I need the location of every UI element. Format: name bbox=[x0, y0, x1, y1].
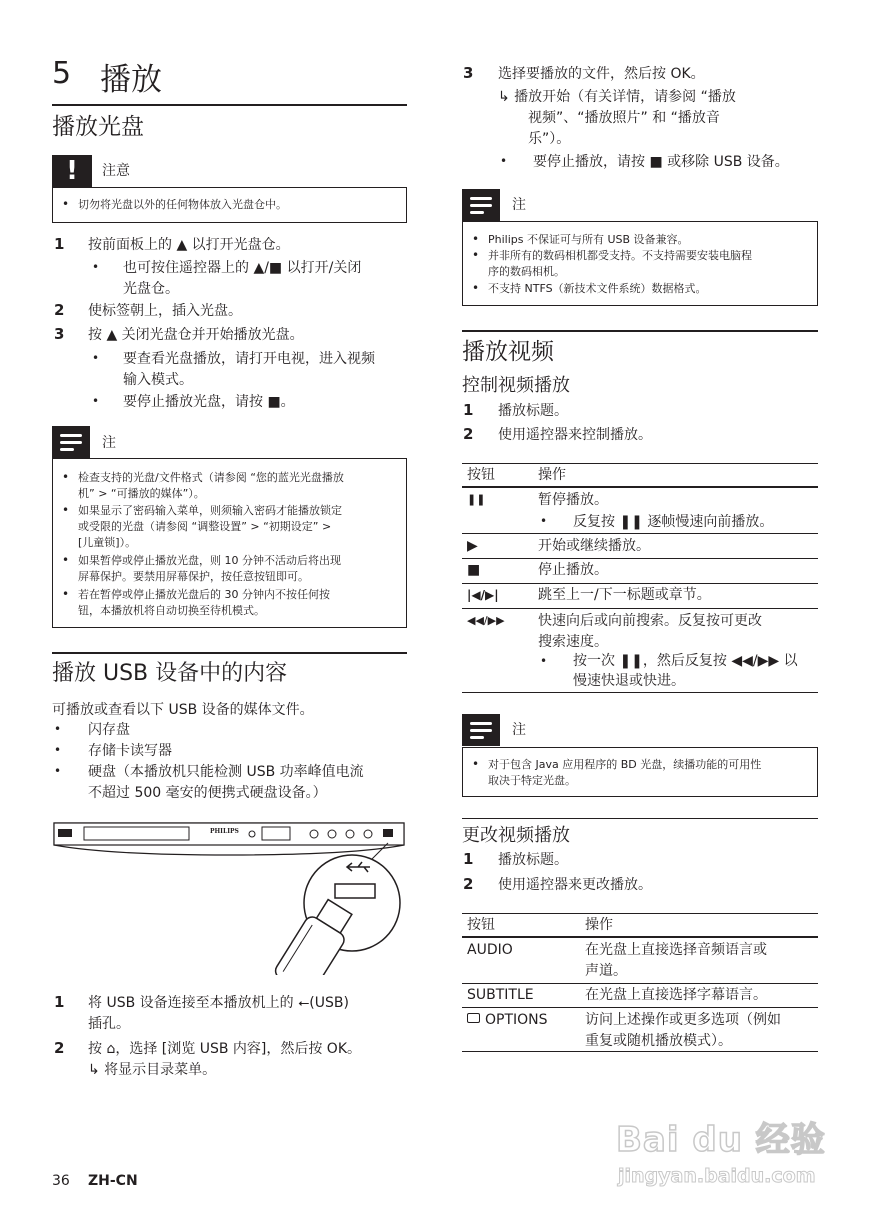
usb-bullet: • bbox=[54, 743, 62, 757]
usb-item: 闪存盘 bbox=[88, 722, 130, 738]
table-button-cell: OPTIONS bbox=[485, 1012, 548, 1028]
step-number: 1 bbox=[54, 993, 65, 1011]
table-rule bbox=[462, 983, 818, 984]
result-text: 视频”、“播放照片” 和 “播放音 bbox=[528, 110, 720, 126]
note-text: 序的数码相机。 bbox=[488, 265, 565, 278]
usb-step-result: ↳ 将显示目录菜单。 bbox=[88, 1062, 217, 1078]
note-text: 检查支持的光盘/文件格式（请参阅 “您的蓝光光盘播放 bbox=[78, 471, 344, 484]
table-header: 操作 bbox=[538, 467, 566, 483]
page-number: 36 bbox=[52, 1173, 70, 1189]
step-sub-text: 光盘仓。 bbox=[123, 281, 179, 297]
step-sub-text: 也可按住遥控器上的 ▲/■ 以打开/关闭 bbox=[123, 260, 362, 276]
usb-bullet: • bbox=[54, 722, 62, 736]
table-op-cell: 快速向后或向前搜索。反复按可更改 bbox=[538, 613, 762, 629]
step-number: 2 bbox=[463, 425, 474, 443]
note-bullet: • bbox=[472, 281, 480, 295]
table-rule bbox=[462, 692, 818, 693]
sub-bullet: • bbox=[92, 260, 100, 274]
note-text: Philips 不保证可与所有 USB 设备兼容。 bbox=[488, 233, 689, 246]
note-text: 机” > “可播放的媒体”）。 bbox=[78, 487, 205, 500]
table-header: 按钮 bbox=[467, 917, 495, 933]
player-illustration bbox=[52, 815, 408, 975]
caution-bullet: • bbox=[62, 197, 70, 211]
result-text: ↳ 播放开始（有关详情，请参阅 “播放 bbox=[498, 89, 736, 105]
note-bullet: • bbox=[472, 232, 480, 246]
note-bullet: • bbox=[62, 587, 70, 601]
table-rule bbox=[462, 463, 818, 464]
sub-bullet: • bbox=[92, 351, 100, 365]
table-button-cell: |◀/▶| bbox=[467, 588, 499, 602]
step-number: 3 bbox=[54, 325, 65, 343]
step-sub-text: 要停止播放光盘，请按 ■。 bbox=[123, 394, 295, 410]
table-button-cell: AUDIO bbox=[467, 942, 513, 958]
table-button-cell: ❚❚ bbox=[467, 493, 486, 506]
note-text: 若在暂停或停止播放光盘后的 30 分钟内不按任何按 bbox=[78, 588, 330, 601]
sub-bullet: • bbox=[92, 394, 100, 408]
note-text: 取决于特定光盘。 bbox=[488, 774, 576, 787]
subsection-title: 更改视频播放 bbox=[462, 825, 570, 846]
table-op-cell: 搜索速度。 bbox=[538, 634, 608, 650]
table-op-cell: 开始或继续播放。 bbox=[538, 538, 650, 554]
table-op-cell: 访问上述操作或更多选项（例如 bbox=[585, 1012, 781, 1028]
watermark-logo: Bai du 经验 bbox=[616, 1120, 826, 1160]
sub-bullet: • bbox=[540, 514, 548, 528]
caution-label: 注意 bbox=[102, 163, 130, 179]
note-text: [儿童锁]）。 bbox=[78, 536, 137, 549]
chapter-title: 播放 bbox=[100, 62, 162, 98]
sub-bullet: • bbox=[500, 154, 508, 168]
table-op-cell: 在光盘上直接选择音频语言或 bbox=[585, 942, 767, 958]
usb-bullet: • bbox=[54, 764, 62, 778]
step-text: 播放标题。 bbox=[498, 852, 568, 868]
usb-item: 硬盘（本播放机只能检测 USB 功率峰值电流 bbox=[88, 764, 364, 780]
table-header: 操作 bbox=[585, 917, 613, 933]
note-text: 钮，本播放机将自动切换至待机模式。 bbox=[78, 604, 265, 617]
step-sub-text: 要查看光盘播放，请打开电视，进入视频 bbox=[123, 351, 375, 367]
step-sub-text: 要停止播放，请按 ■ 或移除 USB 设备。 bbox=[533, 154, 789, 170]
note-label: 注 bbox=[512, 722, 526, 738]
chapter-rule bbox=[52, 104, 407, 106]
table-op-cell: 停止播放。 bbox=[538, 562, 608, 578]
table-rule bbox=[462, 1051, 818, 1052]
chapter-number: 5 bbox=[52, 56, 72, 91]
table-rule bbox=[462, 936, 818, 938]
table-button-cell: ◀◀/▶▶ bbox=[467, 614, 505, 627]
subsection-title: 控制视频播放 bbox=[462, 375, 570, 396]
step-number: 1 bbox=[463, 850, 474, 868]
table-op-sub: 按一次 ❚❚，然后反复按 ◀◀/▶▶ 以 bbox=[573, 653, 798, 669]
note-label: 注 bbox=[512, 197, 526, 213]
table-rule bbox=[462, 608, 818, 609]
section-title-video: 播放视频 bbox=[462, 339, 554, 365]
table-rule bbox=[462, 533, 818, 534]
note-bullet: • bbox=[62, 503, 70, 517]
usb-step-text: 按 ⌂，选择 [浏览 USB 内容]，然后按 OK。 bbox=[88, 1041, 361, 1057]
usb-step-text: 插孔。 bbox=[88, 1016, 130, 1032]
table-rule bbox=[462, 558, 818, 559]
table-button-cell: SUBTITLE bbox=[467, 987, 534, 1003]
step-number: 2 bbox=[54, 301, 65, 319]
usb-item: 存储卡读写器 bbox=[88, 743, 172, 759]
note-text: 对于包含 Java 应用程序的 BD 光盘，续播功能的可用性 bbox=[488, 758, 762, 771]
step-text: 按 ▲ 关闭光盘仓并开始播放光盘。 bbox=[88, 327, 304, 343]
step-number: 1 bbox=[463, 401, 474, 419]
step-sub-text: 输入模式。 bbox=[123, 372, 193, 388]
step-text: 使标签朝上，插入光盘。 bbox=[88, 303, 242, 319]
note-icon bbox=[462, 189, 500, 221]
note-bullet: • bbox=[472, 757, 480, 771]
caution-icon: ! bbox=[52, 155, 92, 188]
table-op-cell: 跳至上一/下一标题或章节。 bbox=[538, 587, 711, 603]
table-header: 按钮 bbox=[467, 467, 495, 483]
result-text: 乐”）。 bbox=[528, 131, 571, 147]
table-rule bbox=[462, 486, 818, 488]
usb-step-text: 将 USB 设备连接至本播放机上的 ⭠(USB) bbox=[88, 995, 349, 1011]
table-op-sub: 慢速快退或快进。 bbox=[573, 673, 685, 689]
table-op-cell: 重复或随机播放模式）。 bbox=[585, 1033, 732, 1049]
step-number: 2 bbox=[463, 875, 474, 893]
section-rule bbox=[462, 330, 818, 332]
table-op-sub: 反复按 ❚❚ 逐帧慢速向前播放。 bbox=[573, 514, 774, 530]
table-op-cell: 在光盘上直接选择字幕语言。 bbox=[585, 987, 767, 1003]
note-bullet: • bbox=[62, 470, 70, 484]
step-text: 按前面板上的 ▲ 以打开光盘仓。 bbox=[88, 237, 290, 253]
step-number: 1 bbox=[54, 235, 65, 253]
caution-item: 切勿将光盘以外的任何物体放入光盘仓中。 bbox=[78, 198, 287, 211]
options-icon bbox=[467, 1013, 480, 1023]
note-text: 屏幕保护。要禁用屏幕保护，按任意按钮即可。 bbox=[78, 570, 309, 583]
step-number: 2 bbox=[54, 1039, 65, 1057]
section-rule bbox=[462, 818, 818, 819]
step-text: 播放标题。 bbox=[498, 403, 568, 419]
usb-intro: 可播放或查看以下 USB 设备的媒体文件。 bbox=[52, 702, 314, 718]
note-bullet: • bbox=[62, 553, 70, 567]
table-button-cell: ■ bbox=[467, 562, 481, 578]
note-text: 如果暂停或停止播放光盘，则 10 分钟不活动后将出现 bbox=[78, 554, 341, 567]
section-rule bbox=[52, 652, 407, 654]
table-op-cell: 声道。 bbox=[585, 963, 627, 979]
language-code: ZH-CN bbox=[88, 1173, 138, 1189]
sub-bullet: • bbox=[540, 654, 548, 668]
device-brand: PHILIPS bbox=[210, 828, 239, 835]
usb-item: 不超过 500 毫安的便携式硬盘设备。） bbox=[88, 785, 327, 801]
step-number: 3 bbox=[463, 64, 474, 82]
note-text: 或受限的光盘（请参阅 “调整设置” > “初期设定” > bbox=[78, 520, 332, 533]
note-label: 注 bbox=[102, 435, 116, 451]
table-rule bbox=[462, 913, 818, 914]
table-rule bbox=[462, 583, 818, 584]
step-text: 选择要播放的文件，然后按 OK。 bbox=[498, 66, 705, 82]
step-text: 使用遥控器来更改播放。 bbox=[498, 877, 652, 893]
note-text: 不支持 NTFS（新技术文件系统）数据格式。 bbox=[488, 282, 707, 295]
note-text: 并非所有的数码相机都受支持。不支持需要安装电脑程 bbox=[488, 249, 752, 262]
table-rule bbox=[462, 1007, 818, 1008]
note-text: 如果显示了密码输入菜单，则须输入密码才能播放锁定 bbox=[78, 504, 342, 517]
table-button-cell: ▶ bbox=[467, 538, 478, 554]
table-op-cell: 暂停播放。 bbox=[538, 492, 608, 508]
watermark-url: jingyan.baidu.com bbox=[618, 1165, 816, 1187]
note-icon bbox=[462, 714, 500, 746]
section-title-disc: 播放光盘 bbox=[52, 114, 144, 140]
note-icon bbox=[52, 426, 90, 458]
note-bullet: • bbox=[472, 248, 480, 262]
section-title-usb: 播放 USB 设备中的内容 bbox=[52, 661, 288, 686]
step-text: 使用遥控器来控制播放。 bbox=[498, 427, 652, 443]
